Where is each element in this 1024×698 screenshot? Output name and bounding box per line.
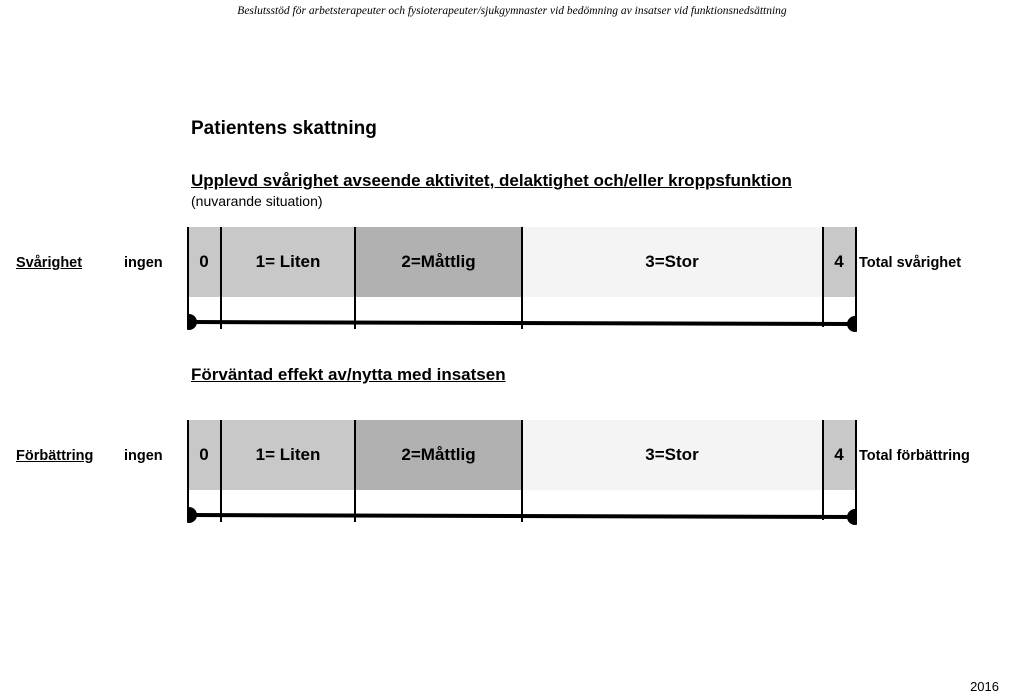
improvement-segment-0[interactable]: 0 [187, 420, 221, 490]
improvement-segment-3[interactable]: 3=Stor [522, 420, 822, 490]
improvement-start-label: ingen [124, 448, 163, 464]
baseline-start-dot[interactable] [187, 314, 197, 330]
improvement-end-label: Total förbättring [859, 448, 970, 464]
difficulty-end-label: Total svårighet [859, 255, 962, 271]
difficulty-segment-0[interactable]: 0 [187, 227, 221, 297]
footer-year: 2016 [970, 679, 999, 694]
difficulty-note: (nuvarande situation) [191, 193, 323, 209]
improvement-segment-1[interactable]: 1= Liten [221, 420, 355, 490]
difficulty-start-label: ingen [124, 255, 163, 271]
improvement-segment-4[interactable]: 4 [822, 420, 856, 490]
difficulty-segment-3[interactable]: 3=Stor [522, 227, 822, 297]
baseline-end-dot[interactable] [847, 509, 857, 525]
difficulty-heading: Upplevd svårighet avseende aktivitet, delaktighet och/eller kroppsfunktion [191, 171, 792, 190]
improvement-segment-2[interactable]: 2=Måttlig [355, 420, 522, 490]
document-header: Beslutsstöd för arbetsterapeuter och fysioterapeuter/sjukgymnaster vid bedömning av insatser vid funktionsnedsättning [237, 5, 787, 17]
difficulty-segment-2[interactable]: 2=Måttlig [355, 227, 522, 297]
difficulty-scale [187, 227, 857, 339]
difficulty-segment-1[interactable]: 1= Liten [221, 227, 355, 297]
difficulty-baseline [187, 227, 857, 339]
difficulty-row-label: Svårighet [16, 255, 83, 271]
improvement-baseline [187, 420, 857, 532]
improvement-scale [187, 420, 857, 532]
difficulty-segment-4[interactable]: 4 [822, 227, 856, 297]
baseline-start-dot[interactable] [187, 507, 197, 523]
improvement-row-label: Förbättring [16, 448, 94, 464]
baseline-end-dot[interactable] [847, 316, 857, 332]
effect-heading: Förväntad effekt av/nytta med insatsen [191, 365, 506, 384]
page-title: Patientens skattning [191, 118, 377, 139]
